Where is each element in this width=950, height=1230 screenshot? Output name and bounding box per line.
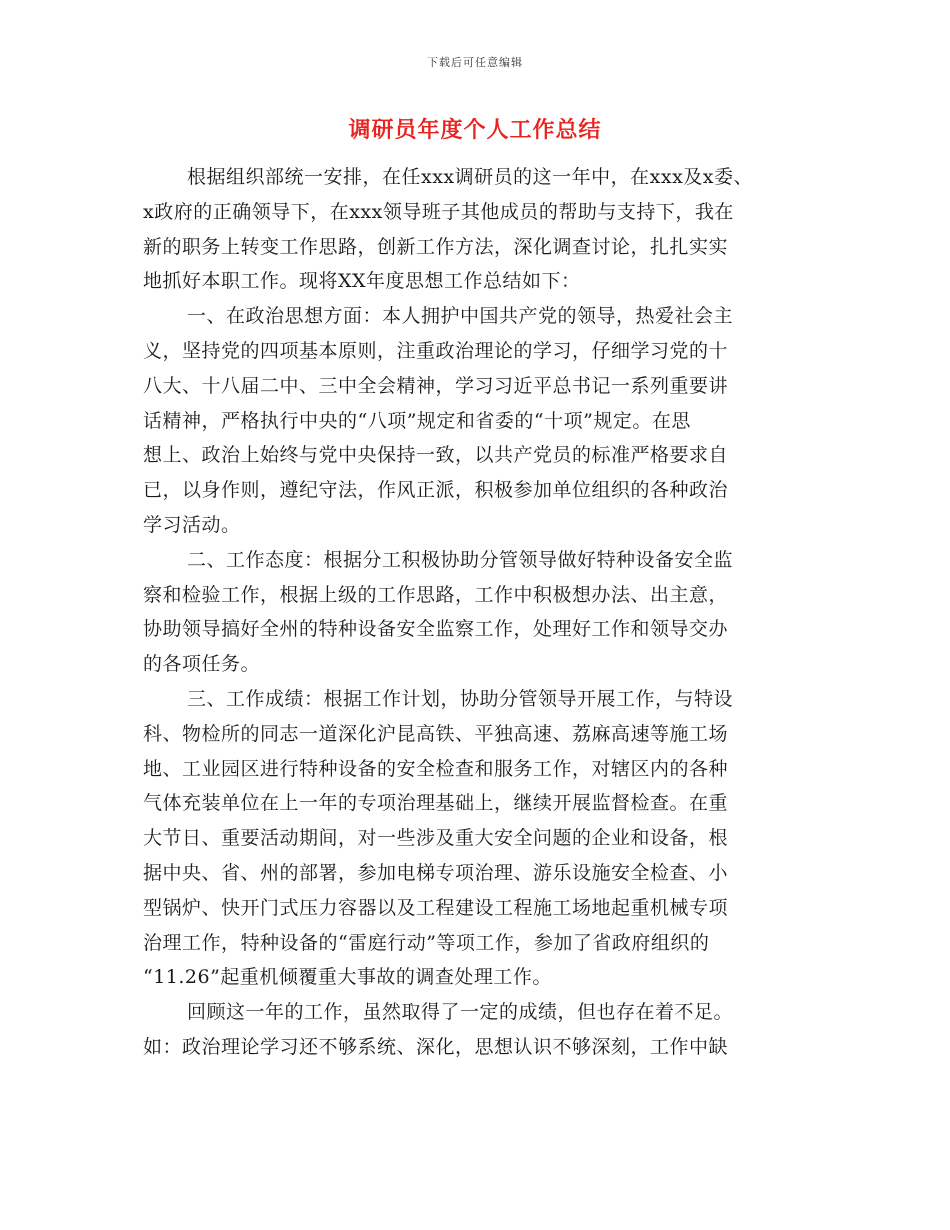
body-text-line: 已，以身作则，遵纪守法，作风正派，积极参加单位组织的各种政治 <box>143 479 729 502</box>
body-text-line: 三、工作成绩：根据工作计划，协助分管领导开展工作，与特设 <box>187 687 734 710</box>
body-text-line: 根据组织部统一安排，在任xxx调研员的这一年中，在xxx及x委、 <box>187 166 754 188</box>
body-text-line: 察和检验工作，根据上级的工作思路，工作中积极想办法、出主意， <box>143 583 729 606</box>
body-text-line: 新的职务上转变工作思路，创新工作方法，深化调查讨论，扎扎实实 <box>143 235 729 258</box>
body-text-line: 回顾这一年的工作，虽然取得了一定的成绩，但也存在着不足。 <box>187 1001 734 1024</box>
body-text-line: 学习活动。 <box>143 513 241 536</box>
body-text-line: 治理工作，特种设备的“雷庭行动”等项工作，参加了省政府组织的 <box>143 931 710 954</box>
body-text-line: 据中央、省、州的部署，参加电梯专项治理、游乐设施安全检查、小 <box>143 861 729 884</box>
body-text-line: 一、在政治思想方面：本人拥护中国共产党的领导，热爱社会主 <box>187 305 734 328</box>
body-text-line: 科、物检所的同志一道深化沪昆高铁、平独高速、荔麻高速等施工场 <box>143 722 729 745</box>
header-note: 下载后可任意编辑 <box>427 56 523 69</box>
document-title: 调研员年度个人工作总结 <box>348 118 602 143</box>
body-text-line: 如：政治理论学习还不够系统、深化，思想认识不够深刻，工作中缺 <box>143 1035 729 1058</box>
body-text-line: 型锅炉、快开门式压力容器以及工程建设工程施工场地起重机械专项 <box>143 896 729 919</box>
body-text-line: “11.26”起重机倾覆重大事故的调查处理工作。 <box>143 966 552 989</box>
body-text-line: 的各项任务。 <box>143 653 261 676</box>
body-text-line: 气体充装单位在上一年的专项治理基础上，继续开展监督检查。在重 <box>143 792 729 815</box>
body-text-line: 大节日、重要活动期间，对一些涉及重大安全问题的企业和设备，根 <box>143 827 729 850</box>
body-text-line: x政府的正确领导下，在xxx领导班子其他成员的帮助与支持下，我在 <box>143 200 734 223</box>
body-text-line: 义，坚持党的四项基本原则，注重政治理论的学习，仔细学习党的十 <box>143 339 729 362</box>
document-body <box>143 160 811 1065</box>
body-text-line: 想上、政治上始终与党中央保持一致，以共产党员的标准严格要求自 <box>143 444 729 467</box>
body-text-line: 地、工业园区进行特种设备的安全检查和服务工作，对辖区内的各种 <box>143 757 729 780</box>
body-text-line: 二、工作态度：根据分工积极协助分管领导做好特种设备安全监 <box>187 548 734 571</box>
body-text-line: 协助领导搞好全州的特种设备安全监察工作，处理好工作和领导交办 <box>143 618 729 641</box>
body-text-line: 话精神，严格执行中央的“八项”规定和省委的“十项”规定。在思 <box>143 409 691 432</box>
body-text-line: 地抓好本职工作。现将XX年度思想工作总结如下： <box>143 270 581 293</box>
body-text-line: 八大、十八届二中、三中全会精神，学习习近平总书记一系列重要讲 <box>143 374 729 397</box>
